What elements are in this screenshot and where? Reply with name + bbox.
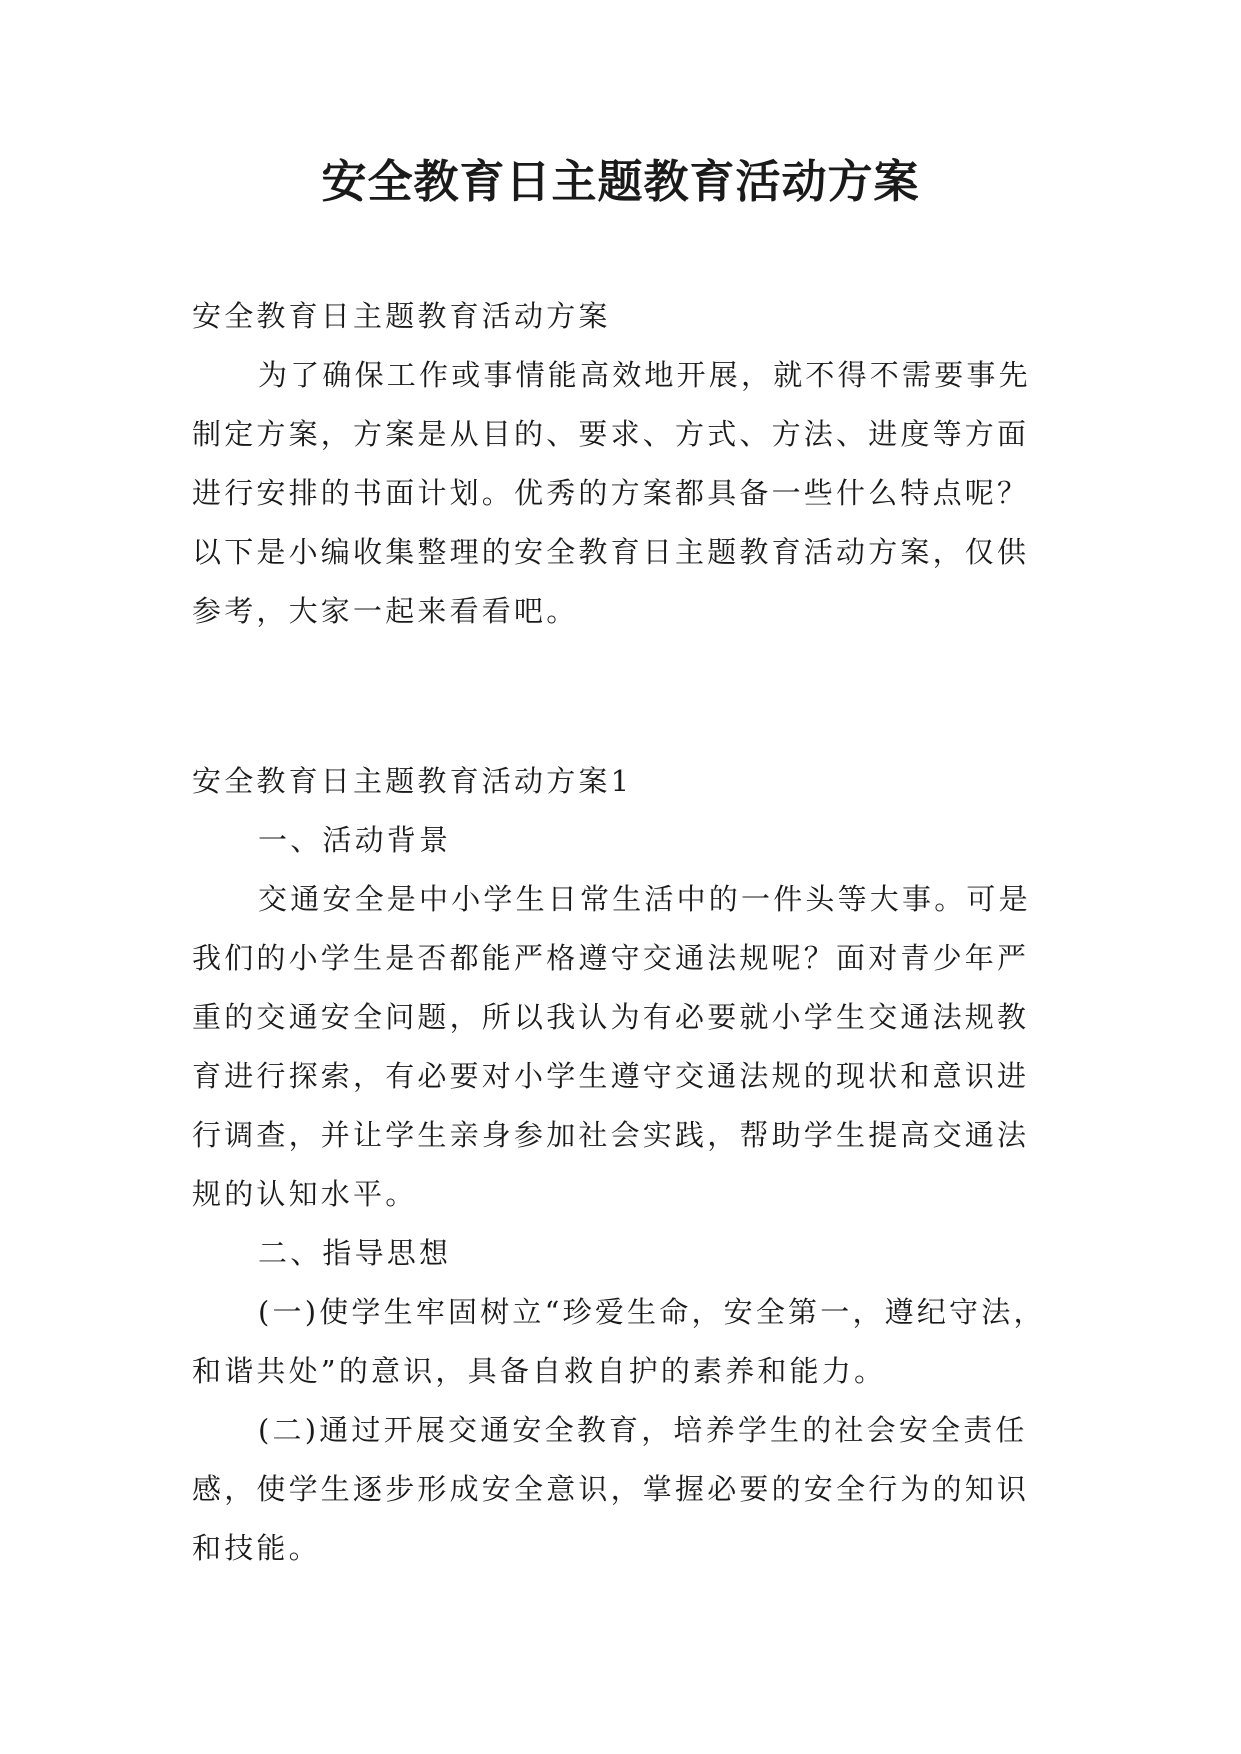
background-paragraph: 交通安全是中小学生日常生活中的一件头等大事。可是我们的小学生是否都能严格遵守交通法规呢？面对青少年严重的交通安全问题，所以我认为有必要就小学生交通法规教育进行探索，有必要对小学生遵守交通法规的现状和意识进行调查，并让学生亲身参加社会实践，帮助学生提高交通法规的认知水平。 xyxy=(192,882,1031,1211)
section-title: 安全教育日主题教育活动方案1 xyxy=(192,764,633,798)
heading-guiding-thought: 二、指导思想 xyxy=(258,1236,452,1270)
intro-paragraph: 为了确保工作或事情能高效地开展，就不得不需要事先制定方案，方案是从目的、要求、方式、方法、进度等方面进行安排的书面计划。优秀的方案都具备一些什么特点呢？以下是小编收集整理的安全教育日主题教育活动方案，仅供参考，大家一起来看看吧。 xyxy=(192,358,1031,628)
heading-background: 一、活动背景 xyxy=(258,823,452,857)
document-subtitle: 安全教育日主题教育活动方案 xyxy=(192,299,611,333)
document-body xyxy=(192,287,1060,1578)
guiding-point-2: (二)通过开展交通安全教育，培养学生的社会安全责任感，使学生逐步形成安全意识，掌握必要的安全行为的知识和技能。 xyxy=(192,1413,1030,1565)
document-title: 安全教育日主题教育活动方案 xyxy=(321,155,920,208)
guiding-point-1: (一)使学生牢固树立“珍爱生命，安全第一，遵纪守法，和谐共处”的意识，具备自救自护的素养和能力。 xyxy=(192,1295,1046,1388)
